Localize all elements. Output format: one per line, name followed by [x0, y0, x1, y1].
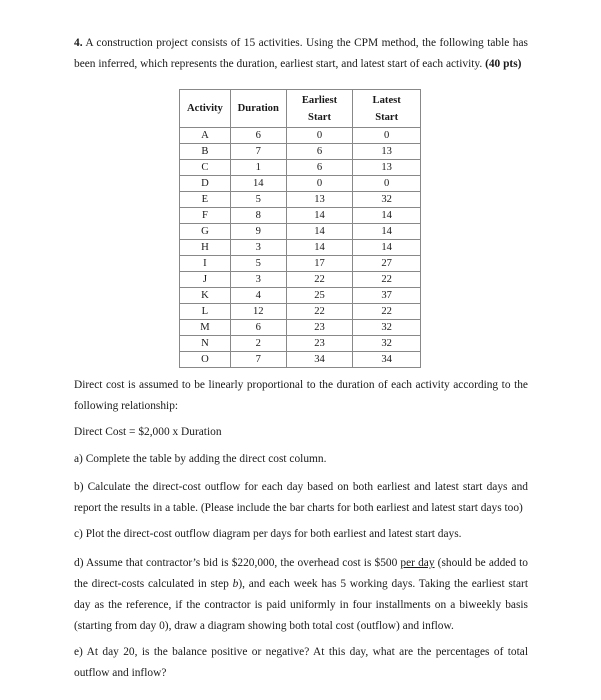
cell-earliest-start: 6 [286, 144, 353, 160]
cell-earliest-start: 14 [286, 240, 353, 256]
question-number: 4. [74, 37, 83, 49]
header-activity: Activity [180, 90, 231, 128]
cell-latest-start: 32 [353, 336, 421, 352]
table-row [180, 320, 421, 336]
table-row [180, 192, 421, 208]
cell-latest-start: 37 [353, 288, 421, 304]
cell-latest-start: 0 [353, 128, 421, 144]
cell-latest-start: 14 [353, 240, 421, 256]
table-row [180, 144, 421, 160]
cell-latest-start: 22 [353, 272, 421, 288]
cell-activity: F [180, 208, 231, 224]
cell-activity: K [180, 288, 231, 304]
cell-activity: B [180, 144, 231, 160]
table-row [180, 208, 421, 224]
cell-activity: H [180, 240, 231, 256]
cell-latest-start: 14 [353, 224, 421, 240]
cell-earliest-start: 22 [286, 272, 353, 288]
cell-earliest-start: 22 [286, 304, 353, 320]
question-text: A construction project consists of 15 activities. Using the CPM method, the following table has been inferred, which represents the duration, earliest start, and latest start of each activity. [74, 37, 528, 70]
cell-activity: E [180, 192, 231, 208]
cell-latest-start: 27 [353, 256, 421, 272]
cell-latest-start: 14 [353, 208, 421, 224]
cell-activity: L [180, 304, 231, 320]
cell-earliest-start: 0 [286, 128, 353, 144]
cell-latest-start: 0 [353, 176, 421, 192]
table-row [180, 176, 421, 192]
cell-latest-start: 13 [353, 144, 421, 160]
cell-latest-start: 32 [353, 192, 421, 208]
cell-duration: 8 [230, 208, 286, 224]
cell-duration: 4 [230, 288, 286, 304]
cpm-table [179, 89, 421, 368]
direct-cost-formula: Direct Cost = $2,000 x Duration [74, 426, 222, 438]
cell-earliest-start: 17 [286, 256, 353, 272]
table-row [180, 240, 421, 256]
cell-earliest-start: 13 [286, 192, 353, 208]
cell-duration: 6 [230, 320, 286, 336]
header-earliest-start: Earliest Start [286, 90, 353, 128]
table-row [180, 128, 421, 144]
cell-earliest-start: 23 [286, 336, 353, 352]
part-d: d) Assume that contractor’s bid is $220,000, the overhead cost is $500 per day (should be added to the direct-costs calculated in step b), and each week has 5 working days. Taking the earliest start day as the reference, if the contractor is paid uniformly in four installments on a biweekly basis (starting from day 0), draw a diagram showing both total cost (outflow) and inflow. [74, 557, 529, 632]
cell-activity: G [180, 224, 231, 240]
cell-duration: 7 [230, 144, 286, 160]
cell-activity: D [180, 176, 231, 192]
table-row [180, 336, 421, 352]
cell-earliest-start: 14 [286, 224, 353, 240]
part-b: b) Calculate the direct-cost outflow for each day based on both earliest and latest start days and report the results in a table. (Please include the bar charts for both earliest and latest start days too) [74, 481, 528, 514]
points-label: (40 pts) [485, 58, 522, 70]
cell-activity: N [180, 336, 231, 352]
table-row [180, 272, 421, 288]
part-e: e) At day 20, is the balance positive or negative? At this day, what are the percentages of total outflow and inflow? [74, 646, 528, 679]
cell-duration: 9 [230, 224, 286, 240]
cell-duration: 5 [230, 192, 286, 208]
cell-activity: O [180, 352, 231, 368]
cell-duration: 14 [230, 176, 286, 192]
table-row [180, 160, 421, 176]
cell-activity: J [180, 272, 231, 288]
part-a: a) Complete the table by adding the direct cost column. [74, 453, 327, 465]
table-row [180, 256, 421, 272]
cell-earliest-start: 6 [286, 160, 353, 176]
cell-duration: 7 [230, 352, 286, 368]
cell-duration: 5 [230, 256, 286, 272]
cell-earliest-start: 0 [286, 176, 353, 192]
direct-cost-intro: Direct cost is assumed to be linearly proportional to the duration of each activity according to the following relationship: [74, 379, 528, 412]
cell-earliest-start: 23 [286, 320, 353, 336]
cell-latest-start: 22 [353, 304, 421, 320]
cell-activity: M [180, 320, 231, 336]
cell-earliest-start: 14 [286, 208, 353, 224]
cell-activity: A [180, 128, 231, 144]
cell-duration: 12 [230, 304, 286, 320]
table-header-row [180, 90, 421, 128]
cell-earliest-start: 25 [286, 288, 353, 304]
cell-activity: C [180, 160, 231, 176]
cell-latest-start: 32 [353, 320, 421, 336]
table-row [180, 224, 421, 240]
header-duration: Duration [230, 90, 286, 128]
header-latest-start: Latest Start [353, 90, 421, 128]
cell-earliest-start: 34 [286, 352, 353, 368]
cell-duration: 3 [230, 272, 286, 288]
table-row [180, 288, 421, 304]
cell-duration: 6 [230, 128, 286, 144]
cell-duration: 2 [230, 336, 286, 352]
cell-latest-start: 34 [353, 352, 421, 368]
table-row [180, 352, 421, 368]
cell-latest-start: 13 [353, 160, 421, 176]
part-c: c) Plot the direct-cost outflow diagram per days for both earliest and latest start days. [74, 528, 462, 540]
table-row [180, 304, 421, 320]
question-intro [74, 33, 528, 75]
cell-activity: I [180, 256, 231, 272]
cell-duration: 1 [230, 160, 286, 176]
cell-duration: 3 [230, 240, 286, 256]
